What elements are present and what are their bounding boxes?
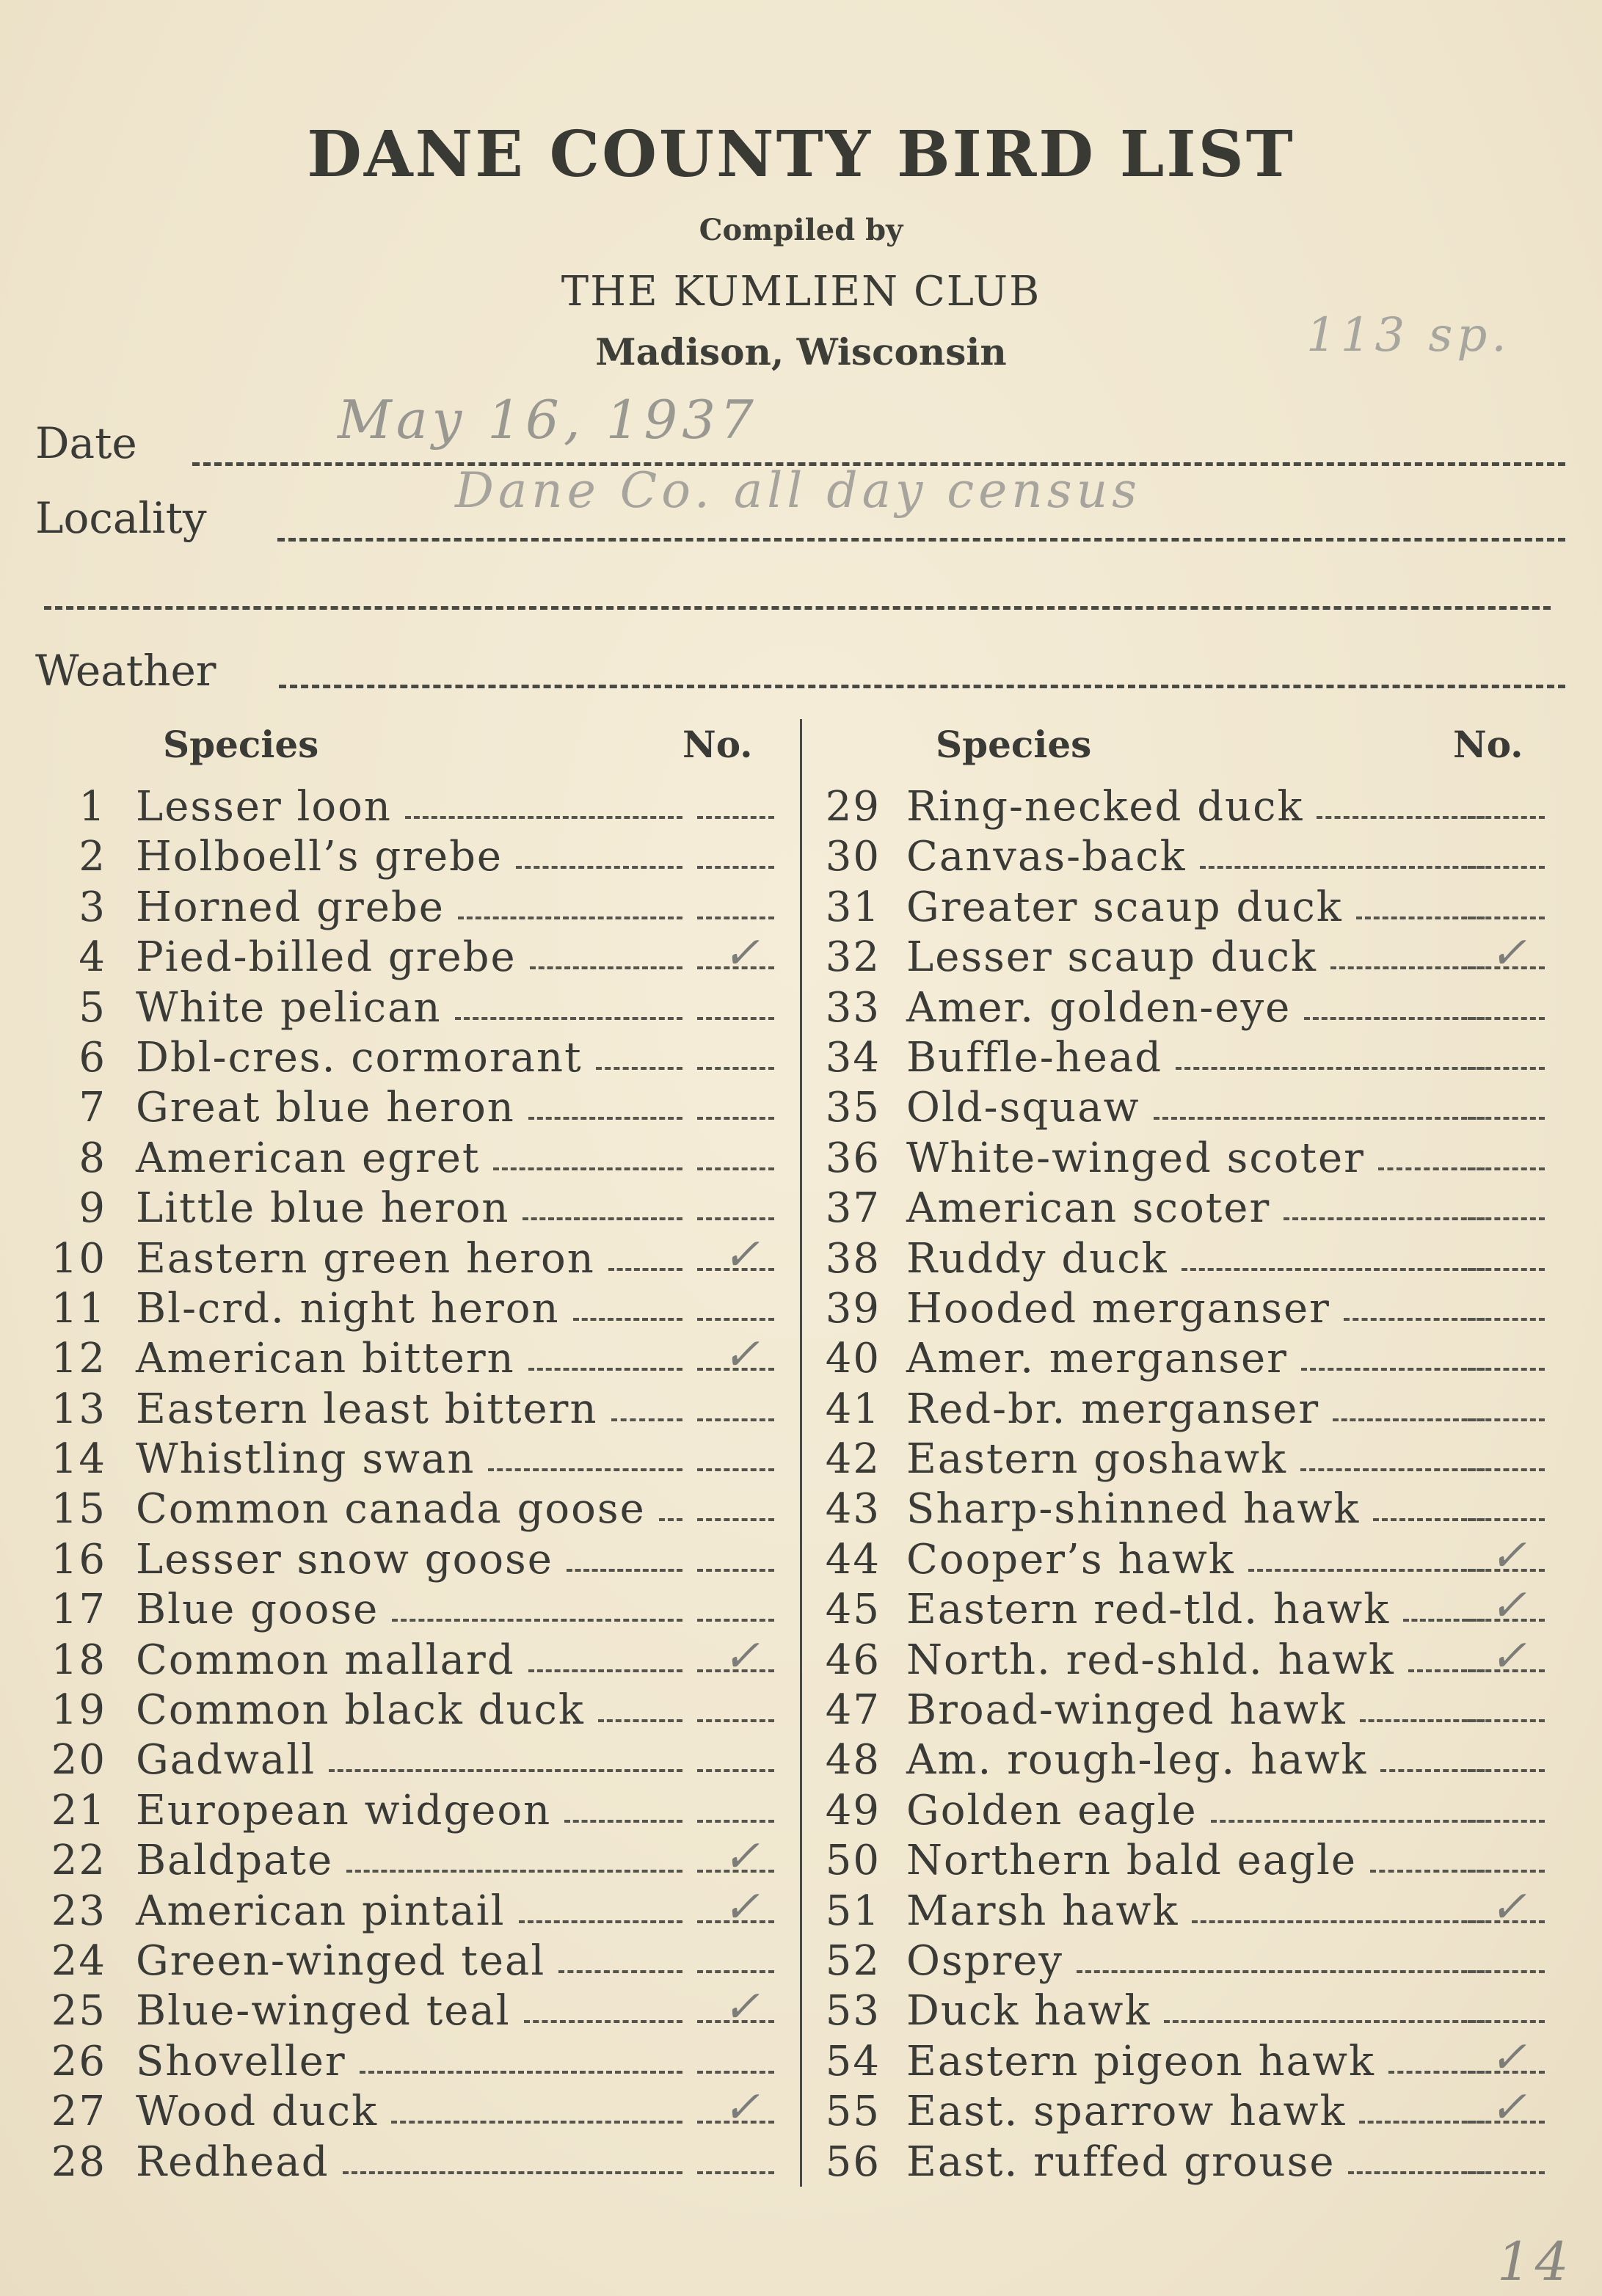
leader-dots — [523, 1217, 682, 1220]
species-name: Eastern goshawk — [906, 1435, 1287, 1484]
species-number: 14 — [51, 1435, 106, 1484]
species-name: American scoter — [906, 1184, 1271, 1233]
species-name: Buffle-head — [906, 1033, 1163, 1082]
species-row — [0, 1735, 796, 1785]
count-field[interactable] — [697, 1217, 774, 1220]
species-row — [0, 2138, 796, 2187]
species-row — [0, 1385, 796, 1435]
species-number: 46 — [825, 1636, 881, 1684]
handwritten-species-count: 113 sp. — [1306, 308, 1511, 362]
species-name: Lesser snow goose — [136, 1535, 553, 1583]
check-mark-icon: ✓ — [723, 1329, 762, 1381]
species-number: 53 — [825, 1987, 881, 2036]
species-name: White pelican — [136, 983, 442, 1032]
compiled-by-label: Compiled by — [699, 213, 903, 247]
count-field[interactable] — [697, 1167, 774, 1170]
species-row — [0, 1329, 796, 1384]
right-count-header: No. — [1453, 723, 1523, 766]
species-number: 13 — [51, 1385, 106, 1433]
species-name: White-winged scoter — [906, 1134, 1365, 1182]
count-field[interactable] — [1468, 1268, 1545, 1271]
species-name: Common mallard — [136, 1636, 515, 1684]
species-row — [807, 1435, 1602, 1484]
species-name: Old-squaw — [906, 1084, 1140, 1132]
count-field[interactable] — [697, 1418, 774, 1421]
species-row — [807, 1881, 1602, 1936]
count-field[interactable] — [1468, 1017, 1545, 1020]
leader-dots — [1200, 866, 1485, 869]
leader-dots — [598, 1719, 682, 1722]
species-number: 52 — [825, 1936, 881, 1985]
species-row — [0, 1786, 796, 1836]
leader-dots — [659, 1518, 682, 1521]
species-name: Osprey — [906, 1936, 1064, 1985]
leader-dots — [528, 1368, 682, 1371]
species-number: 16 — [51, 1535, 106, 1583]
species-row — [807, 1134, 1602, 1184]
count-field[interactable] — [697, 916, 774, 919]
count-field[interactable] — [1468, 1870, 1545, 1873]
species-name: Baldpate — [136, 1837, 334, 1885]
count-field[interactable] — [697, 2071, 774, 2074]
species-number: 7 — [79, 1084, 106, 1132]
species-number: 56 — [825, 2138, 881, 2186]
species-row — [0, 983, 796, 1033]
leader-dots — [346, 1870, 682, 1873]
species-row — [0, 1134, 796, 1184]
species-name: Ruddy duck — [906, 1234, 1168, 1283]
species-row — [0, 2037, 796, 2087]
species-number: 37 — [825, 1184, 881, 1233]
count-field[interactable] — [1468, 1518, 1545, 1521]
leader-dots — [1317, 816, 1485, 819]
species-row — [0, 1033, 796, 1083]
count-field[interactable] — [697, 1518, 774, 1521]
species-list-left — [0, 782, 796, 2187]
count-field[interactable] — [697, 1820, 774, 1823]
species-row — [807, 1836, 1602, 1886]
species-row — [807, 1786, 1602, 1836]
species-row — [807, 1234, 1602, 1284]
species-row — [0, 1284, 796, 1334]
species-name: Sharp-shinned hawk — [906, 1485, 1361, 1534]
count-field[interactable] — [1468, 1468, 1545, 1471]
species-number: 11 — [51, 1284, 106, 1333]
leader-dots — [1284, 1217, 1485, 1220]
count-field[interactable] — [1468, 1117, 1545, 1120]
count-field[interactable] — [697, 866, 774, 869]
species-number: 42 — [825, 1435, 881, 1484]
species-number: 10 — [51, 1234, 106, 1283]
species-name: Pied-billed grebe — [136, 933, 517, 982]
species-number: 32 — [825, 933, 881, 982]
species-name: European widgeon — [136, 1786, 552, 1834]
species-row — [0, 1083, 796, 1133]
count-field[interactable] — [697, 816, 774, 819]
leader-dots — [329, 1769, 682, 1772]
species-row — [0, 2082, 796, 2137]
species-name: Eastern red-tld. hawk — [906, 1586, 1391, 1634]
species-row — [0, 1585, 796, 1635]
check-mark-icon: ✓ — [723, 1630, 762, 1682]
handwritten-date: May 16, 1937 — [338, 389, 758, 451]
species-name: Great blue heron — [136, 1084, 515, 1132]
count-field[interactable] — [697, 1769, 774, 1772]
column-divider — [800, 719, 802, 2187]
leader-dots — [516, 866, 682, 869]
species-row — [0, 782, 796, 832]
count-field[interactable] — [1468, 1418, 1545, 1421]
species-name: Wood duck — [136, 2088, 379, 2136]
species-name: Green-winged teal — [136, 1936, 546, 1985]
species-row — [807, 1334, 1602, 1384]
species-name: Little blue heron — [136, 1184, 510, 1233]
species-number: 50 — [825, 1837, 881, 1885]
check-mark-icon: ✓ — [723, 1981, 762, 2033]
leader-dots — [596, 1067, 682, 1070]
page-title: DANE COUNTY BIRD LIST — [307, 117, 1295, 192]
species-row — [807, 832, 1602, 882]
count-field[interactable] — [1468, 1970, 1545, 1973]
species-number: 5 — [79, 983, 106, 1032]
species-number: 38 — [825, 1234, 881, 1283]
leader-dots — [1359, 2121, 1485, 2124]
handwritten-locality: Dane Co. all day census — [455, 462, 1142, 519]
species-name: Redhead — [136, 2138, 329, 2186]
species-row — [0, 1435, 796, 1484]
species-row — [807, 2082, 1602, 2137]
leader-dots — [611, 1418, 682, 1421]
species-name: Blue goose — [136, 1586, 379, 1634]
date-label: Date — [35, 418, 137, 468]
species-row — [807, 983, 1602, 1033]
count-field[interactable] — [1468, 2171, 1545, 2174]
count-field[interactable] — [1468, 866, 1545, 869]
species-name: Dbl-cres. cormorant — [136, 1033, 583, 1082]
species-row — [807, 2031, 1602, 2087]
species-name: Gadwall — [136, 1736, 316, 1785]
species-row — [0, 1484, 796, 1534]
species-name: Hooded merganser — [906, 1284, 1330, 1333]
species-number: 31 — [825, 883, 881, 931]
handwritten-page-number: 14 — [1497, 2231, 1573, 2292]
species-number: 12 — [51, 1335, 106, 1383]
species-row — [807, 2138, 1602, 2187]
species-number: 23 — [51, 1887, 106, 1935]
species-row — [807, 1529, 1602, 1585]
check-mark-icon: ✓ — [1490, 2082, 1529, 2134]
check-mark-icon: ✓ — [1490, 2031, 1529, 2083]
species-name: Golden eagle — [906, 1786, 1198, 1834]
species-name: Blue-winged teal — [136, 1987, 511, 2036]
leader-dots — [488, 1468, 682, 1471]
extra-blank-field[interactable] — [44, 606, 1551, 610]
species-number: 33 — [825, 983, 881, 1032]
species-number: 39 — [825, 1284, 881, 1333]
left-count-header: No. — [682, 723, 753, 766]
species-row — [0, 1685, 796, 1735]
species-name: Eastern green heron — [136, 1234, 595, 1283]
species-number: 36 — [825, 1134, 881, 1182]
species-list-right — [807, 782, 1602, 2187]
species-row — [807, 1184, 1602, 1233]
species-name: American egret — [136, 1134, 481, 1182]
species-number: 25 — [51, 1987, 106, 2036]
leader-dots — [1301, 1368, 1485, 1371]
species-number: 29 — [825, 783, 881, 831]
leader-dots — [493, 1167, 682, 1170]
leader-dots — [1333, 1418, 1485, 1421]
species-number: 26 — [51, 2037, 106, 2085]
leader-dots — [1300, 1468, 1485, 1471]
leader-dots — [519, 1920, 682, 1923]
leader-dots — [608, 1268, 682, 1271]
species-number: 44 — [825, 1535, 881, 1583]
species-row — [807, 1580, 1602, 1635]
count-field[interactable] — [1468, 916, 1545, 919]
leader-dots — [1348, 2171, 1485, 2174]
count-field[interactable] — [697, 1468, 774, 1471]
count-field[interactable] — [697, 1970, 774, 1973]
leader-dots — [1330, 966, 1485, 969]
species-number: 8 — [79, 1134, 106, 1182]
leader-dots — [360, 2071, 682, 2074]
locality-label: Locality — [35, 493, 207, 543]
species-number: 19 — [51, 1686, 106, 1735]
check-mark-icon: ✓ — [1490, 1529, 1529, 1581]
species-row — [0, 883, 796, 933]
species-number: 40 — [825, 1335, 881, 1383]
species-row — [0, 1881, 796, 1936]
species-name: Cooper’s hawk — [906, 1535, 1235, 1583]
species-row — [0, 1981, 796, 2036]
species-row — [807, 1630, 1602, 1685]
weather-field[interactable] — [279, 685, 1565, 688]
species-row — [807, 1033, 1602, 1083]
species-number: 22 — [51, 1837, 106, 1885]
leader-dots — [528, 1669, 682, 1672]
check-mark-icon: ✓ — [1490, 927, 1529, 980]
species-number: 1 — [79, 783, 106, 831]
species-number: 35 — [825, 1084, 881, 1132]
species-number: 17 — [51, 1586, 106, 1634]
check-mark-icon: ✓ — [723, 1881, 762, 1933]
species-number: 48 — [825, 1736, 881, 1785]
leader-dots — [524, 2020, 682, 2023]
species-name: Ring-necked duck — [906, 783, 1304, 831]
species-number: 45 — [825, 1586, 881, 1634]
species-name: Horned grebe — [136, 883, 445, 931]
species-row — [0, 1228, 796, 1284]
species-number: 3 — [79, 883, 106, 931]
species-name: Eastern pigeon hawk — [906, 2037, 1375, 2085]
count-field[interactable] — [697, 2171, 774, 2174]
leader-dots — [1344, 1318, 1485, 1321]
species-row — [0, 1535, 796, 1585]
species-name: Amer. golden-eye — [906, 983, 1292, 1032]
check-mark-icon: ✓ — [723, 927, 762, 980]
count-field[interactable] — [697, 1067, 774, 1070]
species-name: North. red-shld. hawk — [906, 1636, 1395, 1684]
species-name: Am. rough-leg. hawk — [906, 1736, 1368, 1785]
leader-dots — [567, 1569, 682, 1572]
species-row — [807, 1385, 1602, 1435]
count-field[interactable] — [1468, 1318, 1545, 1321]
count-field[interactable] — [1468, 1820, 1545, 1823]
leader-dots — [1176, 1067, 1485, 1070]
species-row — [807, 1986, 1602, 2036]
leader-dots — [392, 1619, 682, 1622]
species-name: Common canada goose — [136, 1485, 646, 1534]
species-number: 41 — [825, 1385, 881, 1433]
species-number: 15 — [51, 1485, 106, 1534]
species-name: American pintail — [136, 1887, 506, 1935]
check-mark-icon: ✓ — [723, 1228, 762, 1280]
species-name: Whistling swan — [136, 1435, 476, 1484]
species-name: Common black duck — [136, 1686, 585, 1735]
species-row — [0, 927, 796, 983]
locality-field[interactable] — [277, 538, 1565, 542]
leader-dots — [1360, 1719, 1485, 1722]
species-row — [0, 832, 796, 882]
leader-dots — [455, 1017, 682, 1020]
species-name: Northern bald eagle — [906, 1837, 1358, 1885]
count-field[interactable] — [1468, 2020, 1545, 2023]
species-row — [807, 883, 1602, 933]
species-row — [807, 1284, 1602, 1334]
count-field[interactable] — [1468, 1719, 1545, 1722]
count-field[interactable] — [697, 1619, 774, 1622]
weather-label: Weather — [35, 646, 216, 696]
species-number: 27 — [51, 2088, 106, 2136]
species-row — [807, 1083, 1602, 1133]
species-number: 28 — [51, 2138, 106, 2186]
count-field[interactable] — [1468, 816, 1545, 819]
leader-dots — [1077, 1970, 1485, 1973]
count-field[interactable] — [1468, 1368, 1545, 1371]
species-row — [807, 927, 1602, 983]
club-city: Madison, Wisconsin — [595, 330, 1007, 373]
leader-dots — [343, 2171, 682, 2174]
species-number: 4 — [79, 933, 106, 982]
species-number: 2 — [79, 833, 106, 881]
count-field[interactable] — [697, 1017, 774, 1020]
species-name: Holboell’s grebe — [136, 833, 503, 881]
species-number: 9 — [79, 1184, 106, 1233]
leader-dots — [1154, 1117, 1485, 1120]
species-number: 24 — [51, 1936, 106, 1985]
species-name: East. ruffed grouse — [906, 2138, 1336, 2186]
species-row — [0, 1630, 796, 1685]
species-name: Canvas-back — [906, 833, 1187, 881]
species-row — [0, 1936, 796, 1986]
species-number: 54 — [825, 2037, 881, 2085]
species-number: 18 — [51, 1636, 106, 1684]
count-field[interactable] — [697, 1719, 774, 1722]
species-number: 6 — [79, 1033, 106, 1082]
species-number: 21 — [51, 1786, 106, 1834]
species-name: American bittern — [136, 1335, 515, 1383]
club-name: THE KUMLIEN CLUB — [561, 268, 1041, 316]
check-mark-icon: ✓ — [723, 2082, 762, 2134]
count-field[interactable] — [1468, 1167, 1545, 1170]
species-name: Amer. merganser — [906, 1335, 1288, 1383]
species-number: 49 — [825, 1786, 881, 1834]
leader-dots — [573, 1318, 682, 1321]
leader-dots — [1192, 1920, 1485, 1923]
species-row — [807, 782, 1602, 832]
count-field[interactable] — [697, 1117, 774, 1120]
species-name: Lesser loon — [136, 783, 392, 831]
leader-dots — [1356, 916, 1485, 919]
leader-dots — [1182, 1268, 1485, 1271]
species-row — [0, 1184, 796, 1233]
leader-dots — [1304, 1017, 1485, 1020]
species-number: 34 — [825, 1033, 881, 1082]
species-row — [807, 1685, 1602, 1735]
species-number: 20 — [51, 1736, 106, 1785]
check-mark-icon: ✓ — [1490, 1881, 1529, 1933]
species-number: 30 — [825, 833, 881, 881]
leader-dots — [391, 2121, 682, 2124]
species-name: Lesser scaup duck — [906, 933, 1317, 982]
check-mark-icon: ✓ — [723, 1831, 762, 1883]
species-name: Marsh hawk — [906, 1887, 1179, 1935]
left-species-header: Species — [163, 723, 319, 766]
species-name: Greater scaup duck — [906, 883, 1343, 931]
species-row — [807, 1484, 1602, 1534]
species-name: Red-br. merganser — [906, 1385, 1320, 1433]
species-number: 47 — [825, 1686, 881, 1735]
count-field[interactable] — [1468, 1067, 1545, 1070]
species-number: 55 — [825, 2088, 881, 2136]
species-name: Eastern least bittern — [136, 1385, 598, 1433]
species-name: Bl-crd. night heron — [136, 1284, 560, 1333]
count-field[interactable] — [1468, 1217, 1545, 1220]
count-field[interactable] — [697, 1569, 774, 1572]
species-row — [807, 1936, 1602, 1986]
species-name: East. sparrow hawk — [906, 2088, 1347, 2136]
leader-dots — [558, 1970, 682, 1973]
leader-dots — [528, 1117, 682, 1120]
species-row — [807, 1735, 1602, 1785]
species-name: Broad-winged hawk — [906, 1686, 1347, 1735]
count-field[interactable] — [1468, 1769, 1545, 1772]
right-species-header: Species — [936, 723, 1092, 766]
leader-dots — [530, 966, 682, 969]
species-name: Shoveller — [136, 2037, 346, 2085]
count-field[interactable] — [697, 1318, 774, 1321]
check-mark-icon: ✓ — [1490, 1580, 1529, 1632]
species-number: 51 — [825, 1887, 881, 1935]
species-number: 43 — [825, 1485, 881, 1534]
leader-dots — [564, 1820, 682, 1823]
leader-dots — [458, 916, 682, 919]
leader-dots — [405, 816, 682, 819]
check-mark-icon: ✓ — [1490, 1630, 1529, 1682]
leader-dots — [1164, 2020, 1485, 2023]
leader-dots — [1211, 1820, 1485, 1823]
species-name: Duck hawk — [906, 1987, 1151, 2036]
species-row — [0, 1831, 796, 1886]
leader-dots — [1248, 1569, 1485, 1572]
